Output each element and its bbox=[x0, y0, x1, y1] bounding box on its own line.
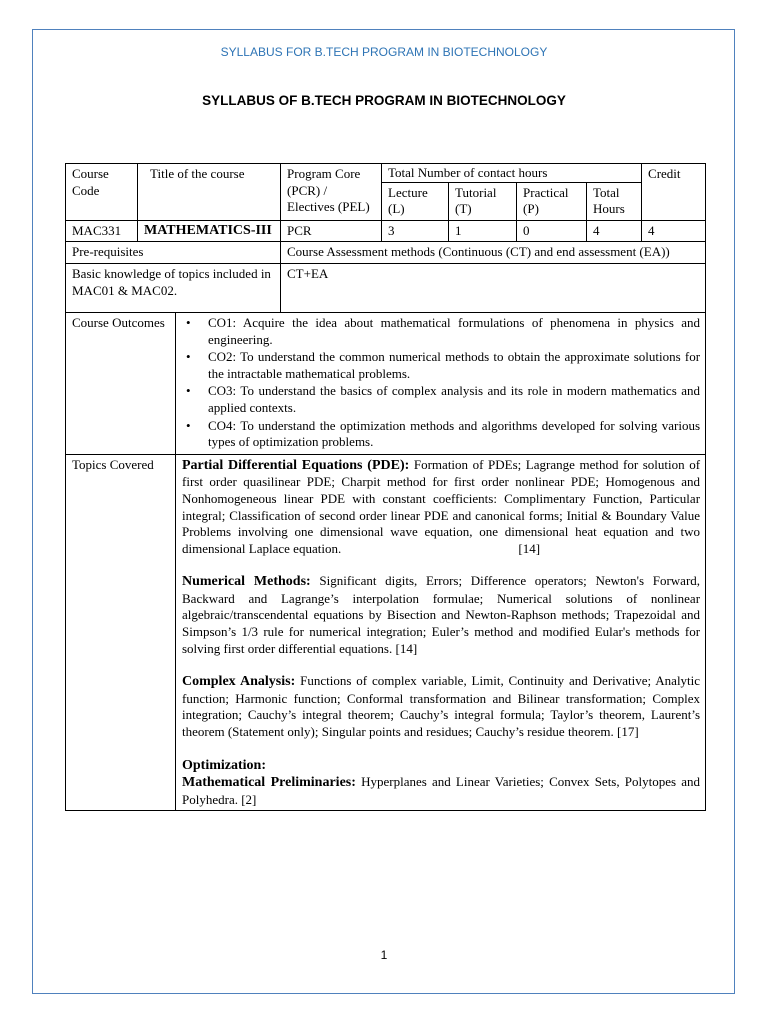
header-row bbox=[66, 164, 706, 183]
topic-heading: Partial Differential Equations (PDE): bbox=[182, 457, 410, 473]
header-contact-hours: Total Number of contact hours bbox=[382, 164, 642, 183]
outcome-item: • CO1: Acquire the idea about mathematical formulations of phenomena in physics and engineering. bbox=[208, 315, 700, 348]
topic-subheading: Mathematical Preliminaries: bbox=[182, 775, 356, 791]
topic-hours: [2] bbox=[241, 791, 257, 807]
topic-optimization bbox=[182, 757, 700, 809]
topic-pde bbox=[182, 457, 700, 558]
page-number: 1 bbox=[380, 948, 388, 962]
assessment-label: Course Assessment methods (Continuous (CT) and end assessment (EA)) bbox=[281, 242, 706, 264]
header-practical: Practical (P) bbox=[517, 182, 587, 220]
topic-hours: [14] bbox=[395, 640, 418, 656]
topics-label: Topics Covered bbox=[66, 454, 176, 811]
prereq-text: Basic knowledge of topics included in MAC01 & MAC02. bbox=[66, 263, 281, 312]
assessment-value: CT+EA bbox=[281, 263, 706, 312]
course-tutorial: 1 bbox=[449, 220, 517, 242]
prereq-value-row bbox=[66, 263, 706, 312]
document-title: SYLLABUS OF B.TECH PROGRAM IN BIOTECHNOLOGY bbox=[202, 93, 566, 108]
syllabus-table bbox=[65, 163, 706, 811]
header-course-code: Course Code bbox=[66, 164, 138, 221]
header-program: Program Core (PCR) / Electives (PEL) bbox=[281, 164, 382, 221]
outcome-item: • CO4: To understand the optimization methods and algorithms developed for solving various types of optimization problems. bbox=[208, 418, 700, 451]
topic-hours: [14] bbox=[518, 540, 541, 556]
outcomes-list bbox=[182, 315, 700, 451]
course-total: 4 bbox=[587, 220, 642, 242]
topic-hours: [17] bbox=[617, 724, 639, 740]
topic-numerical bbox=[182, 573, 700, 657]
topics-cell bbox=[176, 454, 706, 811]
header-course-title: Title of the course bbox=[138, 164, 281, 221]
topic-body: Functions of complex variable, Limit, Continuity and Derivative; Analytic function; Harmonic function; Conformal transformation and Bilinear transformation; Complex integration; Cauchy’s integral theorem; Cauchy’s integral formula; Taylor’s theorem, Laurent’s theorem (Statement only); Singular points and residues; Cauchy’s residue theorem. bbox=[182, 673, 701, 740]
course-program: PCR bbox=[281, 220, 382, 242]
topic-heading: Numerical Methods: bbox=[182, 574, 311, 590]
header-tutorial: Tutorial (T) bbox=[449, 182, 517, 220]
outcomes-label: Course Outcomes bbox=[66, 312, 176, 454]
course-practical: 0 bbox=[517, 220, 587, 242]
header-total-hours: Total Hours bbox=[587, 182, 642, 220]
course-title: MATHEMATICS-III bbox=[138, 220, 281, 242]
topic-heading: Complex Analysis: bbox=[182, 674, 296, 690]
outcome-item: • CO2: To understand the common numerical methods to obtain the approximate solutions for the intractable mathematical problems. bbox=[208, 349, 700, 382]
outcomes-row bbox=[66, 312, 706, 454]
running-header: SYLLABUS FOR B.TECH PROGRAM IN BIOTECHNOLOGY bbox=[220, 45, 548, 59]
topic-body: Hyperplanes and Linear Varieties; Convex Sets, Polytopes and Polyhedra. bbox=[182, 774, 701, 807]
course-lecture: 3 bbox=[382, 220, 449, 242]
topic-body: Formation of PDEs; Lagrange method for solution of first order quasilinear PDE; Charpit method for first order nonlinear PDE; Homogenous and Nonhomogeneous linear PDE with constant coefficients: Complimentary Function, Particular integral; Classification of second order linear PDE and canonical forms; Initial & Boundary Value Problems involving one dimensional wave equation, one dimensional heat equation and two dimensional Laplace equation. bbox=[182, 456, 701, 556]
course-credit: 4 bbox=[642, 220, 706, 242]
topic-heading: Optimization: bbox=[182, 757, 266, 773]
header-credit: Credit bbox=[642, 164, 706, 221]
topic-complex bbox=[182, 673, 700, 740]
topics-row bbox=[66, 454, 706, 811]
topic-body: Significant digits, Errors; Difference operators; Newton's Forward, Backward and Lagrange’s interpolation formulae; Numerical solutions of nonlinear algebraic/transcendental equations by Bisection and Newton-Raphson methods; Trapezoidal and Simpson’s 1/3 rule for numerical integration; Euler’s method and modified Eular's methods for solving first order differential equations. bbox=[182, 573, 701, 656]
course-row bbox=[66, 220, 706, 242]
prereq-label-row bbox=[66, 242, 706, 264]
course-code: MAC331 bbox=[66, 220, 138, 242]
header-lecture: Lecture (L) bbox=[382, 182, 449, 220]
outcomes-cell bbox=[176, 312, 706, 454]
outcome-item: • CO3: To understand the basics of complex analysis and its role in modern mathematics and applied contexts. bbox=[208, 383, 700, 416]
prereq-label: Pre-requisites bbox=[66, 242, 281, 264]
